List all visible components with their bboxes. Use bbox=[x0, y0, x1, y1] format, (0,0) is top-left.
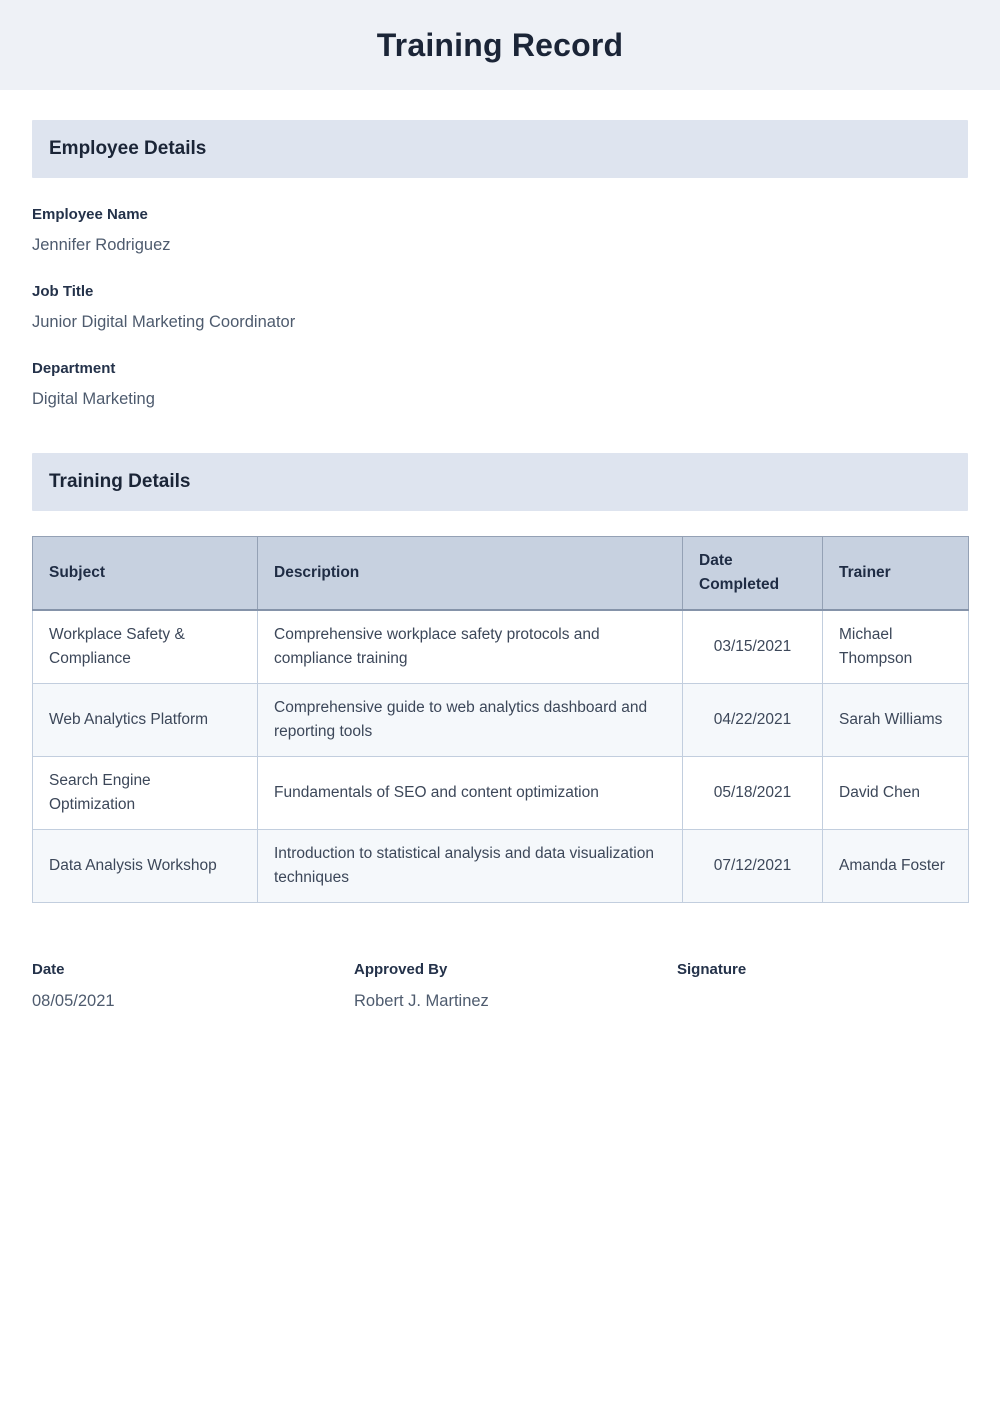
job-title-value: Junior Digital Marketing Coordinator bbox=[32, 313, 296, 331]
column-header-subject: Subject bbox=[33, 537, 258, 611]
cell-trainer: Michael Thompson bbox=[823, 610, 969, 684]
cell-date-completed: 07/12/2021 bbox=[683, 830, 823, 903]
cell-subject: Search Engine Optimization bbox=[33, 757, 258, 830]
approved-by-value: Robert J. Martinez bbox=[354, 992, 489, 1010]
cell-subject: Data Analysis Workshop bbox=[33, 830, 258, 903]
cell-subject: Workplace Safety & Compliance bbox=[33, 610, 258, 684]
job-title-label: Job Title bbox=[32, 283, 94, 300]
date-signed-value: 08/05/2021 bbox=[32, 992, 115, 1010]
signature-field bbox=[677, 961, 968, 1012]
job-title-field bbox=[32, 283, 968, 332]
cell-description: Comprehensive workplace safety protocols and compliance training bbox=[258, 610, 683, 684]
table-row bbox=[33, 830, 969, 903]
training-details-section-title: Training Details bbox=[49, 471, 191, 492]
employee-details-section-title: Employee Details bbox=[49, 138, 207, 159]
cell-description: Fundamentals of SEO and content optimization bbox=[258, 757, 683, 830]
table-header-row bbox=[33, 537, 969, 611]
training-details-section-header bbox=[32, 453, 968, 511]
cell-description: Introduction to statistical analysis and data visualization techniques bbox=[258, 830, 683, 903]
employee-name-value: Jennifer Rodriguez bbox=[32, 236, 171, 254]
table-row bbox=[33, 610, 969, 684]
employee-details-section-header bbox=[32, 120, 968, 178]
cell-trainer: Sarah Williams bbox=[823, 684, 969, 757]
column-header-trainer: Trainer bbox=[823, 537, 969, 611]
department-field bbox=[32, 360, 968, 409]
signature-section bbox=[32, 961, 968, 1012]
employee-name-field bbox=[32, 206, 968, 255]
department-label: Department bbox=[32, 360, 116, 377]
page-header bbox=[0, 0, 1000, 90]
approved-by-label: Approved By bbox=[354, 961, 448, 978]
cell-trainer: David Chen bbox=[823, 757, 969, 830]
cell-date-completed: 05/18/2021 bbox=[683, 757, 823, 830]
cell-trainer: Amanda Foster bbox=[823, 830, 969, 903]
signature-label: Signature bbox=[677, 961, 747, 978]
date-signed-label: Date bbox=[32, 961, 65, 978]
table-row bbox=[33, 684, 969, 757]
training-table bbox=[32, 536, 969, 903]
signature-value bbox=[677, 992, 968, 1012]
date-signed-field bbox=[32, 961, 354, 1012]
page-title: Training Record bbox=[376, 26, 624, 63]
approved-by-field bbox=[354, 961, 677, 1012]
employee-name-label: Employee Name bbox=[32, 206, 148, 223]
cell-description: Comprehensive guide to web analytics dashboard and reporting tools bbox=[258, 684, 683, 757]
column-header-description: Description bbox=[258, 537, 683, 611]
cell-subject: Web Analytics Platform bbox=[33, 684, 258, 757]
department-value: Digital Marketing bbox=[32, 390, 155, 408]
column-header-date-completed: Date Completed bbox=[683, 537, 823, 611]
document-body bbox=[0, 120, 1000, 1012]
cell-date-completed: 03/15/2021 bbox=[683, 610, 823, 684]
cell-date-completed: 04/22/2021 bbox=[683, 684, 823, 757]
table-row bbox=[33, 757, 969, 830]
